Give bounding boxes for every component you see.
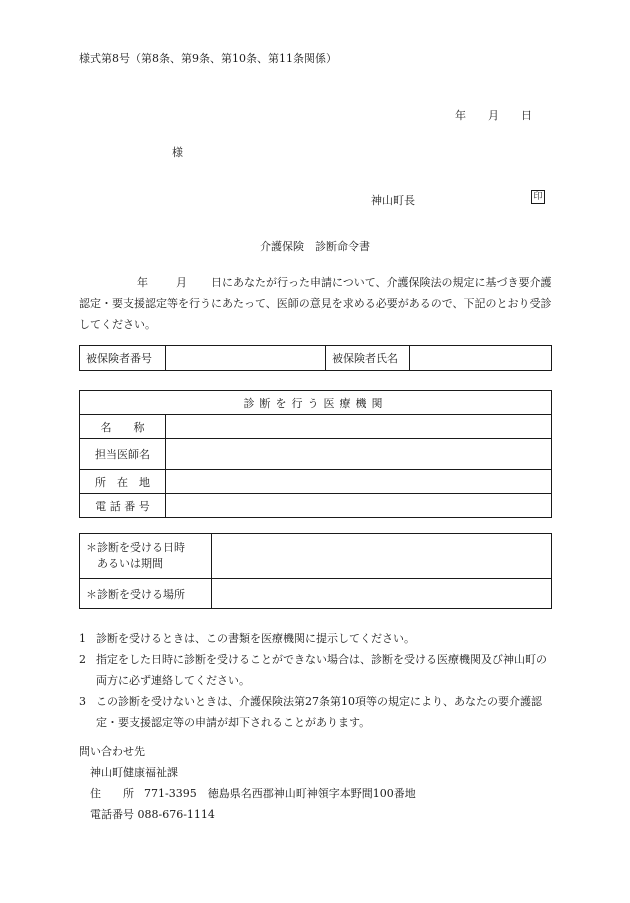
note-item xyxy=(79,691,554,733)
note-number: 1 xyxy=(79,632,86,645)
insured-table xyxy=(79,345,552,371)
date-day-label: 日 xyxy=(521,109,532,122)
schedule-table xyxy=(79,533,552,609)
note-text: 診断を受けるときは、この書類を医療機関に提示してください。 xyxy=(96,632,415,645)
diagnosis-place-label: ＊診断を受ける場所 xyxy=(80,579,212,609)
insured-name-field[interactable] xyxy=(410,346,552,371)
issuer-name: 神山町長 xyxy=(371,194,415,207)
contact-address-value: 771-3395 徳島県名西郡神山町神領字本野間100番地 xyxy=(144,787,416,800)
contact-phone-label: 電話番号 xyxy=(90,808,134,821)
facility-phone-label: 電 話 番 号 xyxy=(80,494,166,518)
contact-address xyxy=(79,783,416,804)
note-text: 指定をした日時に診断を受けることができない場合は、診断を受ける医療機関及び神山町の両方に必ず連絡してください。 xyxy=(96,653,547,687)
seal-mark: 印 xyxy=(531,190,545,204)
facility-name-field[interactable] xyxy=(166,415,552,439)
insured-number-label: 被保険者番号 xyxy=(80,346,166,371)
note-text: この診断を受けないときは、介護保険法第27条第10項等の規定により、あなたの要介護認定・要支援認定等の申請が却下されることがあります。 xyxy=(96,695,542,729)
insured-name-label: 被保険者氏名 xyxy=(326,346,410,371)
facility-address-label: 所 在 地 xyxy=(80,470,166,494)
body-paragraph xyxy=(79,272,553,335)
doctor-name-field[interactable] xyxy=(166,439,552,470)
body-year-label: 年 xyxy=(137,276,148,289)
diagnosis-datetime-label-line2: あるいは期間 xyxy=(97,557,163,570)
facility-table xyxy=(79,390,552,518)
body-month-label: 月 xyxy=(176,276,187,289)
diagnosis-datetime-field[interactable] xyxy=(212,534,552,579)
date-month-label: 月 xyxy=(488,109,499,122)
diagnosis-datetime-label-line1: ＊診断を受ける日時 xyxy=(86,541,185,554)
issue-date xyxy=(455,107,532,123)
facility-table-header: 診断を行う医療機関 xyxy=(80,391,552,415)
diagnosis-datetime-label xyxy=(80,534,212,579)
notes-list xyxy=(79,628,554,733)
contact-phone-value: 088-676-1114 xyxy=(137,808,215,821)
doctor-name-label: 担当医師名 xyxy=(80,439,166,470)
date-year-label: 年 xyxy=(455,109,466,122)
note-number: 2 xyxy=(79,653,86,666)
diagnosis-place-field[interactable] xyxy=(212,579,552,609)
contact-block xyxy=(79,741,416,825)
facility-phone-field[interactable] xyxy=(166,494,552,518)
note-number: 3 xyxy=(79,695,86,708)
form-number: 様式第8号（第8条、第9条、第10条、第11条関係） xyxy=(79,52,337,65)
document-title: 介護保険 診断命令書 xyxy=(260,240,370,253)
contact-department: 神山町健康福祉課 xyxy=(90,766,178,779)
facility-address-field[interactable] xyxy=(166,470,552,494)
facility-name-label: 名 称 xyxy=(80,415,166,439)
note-item xyxy=(79,628,554,649)
addressee-suffix: 様 xyxy=(172,146,183,159)
body-text: 日にあなたが行った申請について、介護保険法の規定に基づき要介護認定・要支援認定等を行うにあたって、医師の意見を求める必要があるので、下記のとおり受診してください。 xyxy=(79,276,552,331)
contact-heading: 問い合わせ先 xyxy=(79,745,145,758)
contact-phone xyxy=(79,804,416,825)
insured-number-field[interactable] xyxy=(166,346,326,371)
note-item xyxy=(79,649,554,691)
contact-address-label: 住 所 xyxy=(90,787,134,800)
